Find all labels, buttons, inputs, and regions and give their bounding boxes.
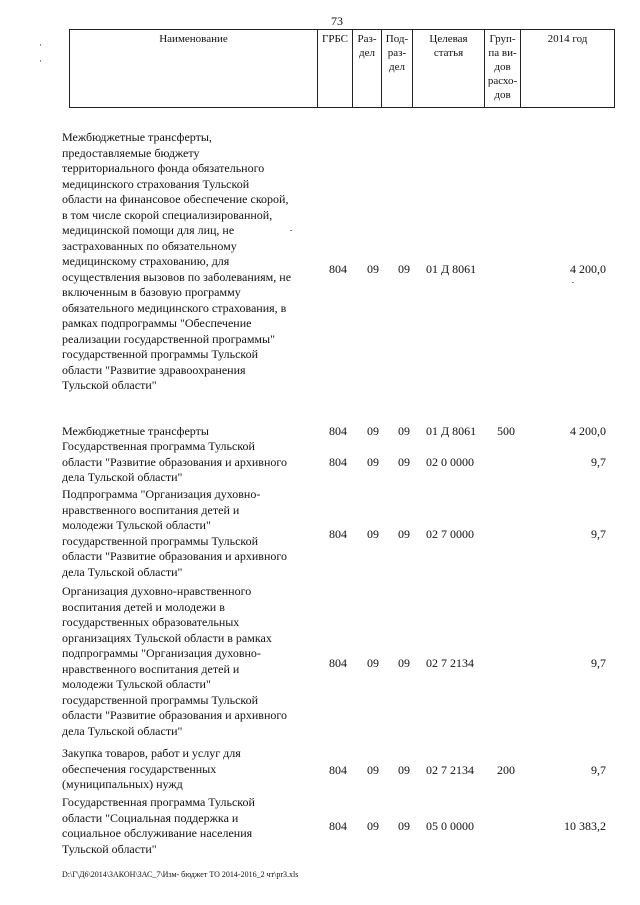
row-vid: 500 — [497, 424, 515, 438]
header-name: Наименование — [69, 29, 317, 108]
row-statya: 01 Д 8061 — [426, 424, 477, 438]
row-statya: 02 0 0000 — [426, 455, 474, 469]
row-grbs: 804 — [329, 527, 347, 541]
file-path-footer: D:\Г\Д6\2014\ЗАКОН\ЗАС_7\Изм- бюджет ТО 2014-2016_2 чт\pr3.xls — [62, 870, 299, 879]
header-statya: Целевая статья — [412, 29, 484, 108]
header-razdel: Раз- дел — [352, 29, 381, 108]
page-number: 73 — [331, 14, 343, 28]
row-vid: 200 — [497, 763, 515, 777]
row-razdel: 09 — [367, 527, 379, 541]
header-grbs: ГРБС — [317, 29, 352, 108]
header-vid: Груп- па ви- дов расхо- дов — [484, 29, 520, 108]
row-name: Подпрограмма "Организация духовно- нравственного воспитания детей и молодежи Тульской области" государственной программы Тульской области "Развитие образования и архивного дела Тульской области" — [62, 487, 288, 579]
row-razdel: 09 — [367, 656, 379, 670]
row-podrazdel: 09 — [398, 656, 410, 670]
scan-speck — [572, 282, 574, 283]
row-amount: 9,7 — [591, 527, 606, 541]
row-razdel: 09 — [367, 763, 379, 777]
row-podrazdel: 09 — [398, 262, 410, 276]
scan-speck — [40, 60, 41, 62]
row-podrazdel: 09 — [398, 763, 410, 777]
scan-speck — [40, 44, 41, 46]
row-razdel: 09 — [367, 819, 379, 833]
row-amount: 4 200,0 — [570, 262, 606, 276]
row-name: Государственная программа Тульской области "Развитие образования и архивного дела Тульской области" — [62, 439, 288, 484]
row-podrazdel: 09 — [398, 455, 410, 469]
row-name: Межбюджетные трансферты, предоставляемые бюджету территориального фонда обязательного медицинского страхования Тульской области на финансовое обеспечение скорой, в том числе скорой специализированной, медицинской помощи для лиц, не застрахованных по обязательному медицинскому страхованию, для осуществления вызовов по заболеваниям, не включенным в базовую программу обязательного медицинского страхования, в рамках подпрограммы "Обеспечение реализации государственной программы" государственной программы Тульской области "Развитие здравоохранения Тульской области" — [62, 130, 292, 392]
row-name: Организация духовно-нравственного воспитания детей и молодежи в государственных образовательных организациях Тульской области в рамках подпрограммы "Организация духовно- нравственного воспитания детей и молодежи Тульской области" государственной программы Тульской области "Развитие образования и архивного дела Тульской области" — [62, 584, 288, 738]
row-amount: 4 200,0 — [570, 424, 606, 438]
row-razdel: 09 — [367, 455, 379, 469]
row-amount: 10 383,2 — [564, 819, 606, 833]
row-razdel: 09 — [367, 424, 379, 438]
row-podrazdel: 09 — [398, 819, 410, 833]
row-amount: 9,7 — [591, 763, 606, 777]
header-podrazdel: Под- раз- дел — [381, 29, 412, 108]
row-podrazdel: 09 — [398, 527, 410, 541]
row-name: Межбюджетные трансферты — [62, 424, 209, 438]
scan-speck — [290, 230, 292, 231]
row-name: Закупка товаров, работ и услуг для обеспечения государственных (муниципальных) нужд — [62, 746, 241, 791]
row-grbs: 804 — [329, 455, 347, 469]
row-grbs: 804 — [329, 262, 347, 276]
header-year: 2014 год — [520, 29, 615, 108]
row-grbs: 804 — [329, 424, 347, 438]
row-grbs: 804 — [329, 819, 347, 833]
row-razdel: 09 — [367, 262, 379, 276]
row-statya: 02 7 2134 — [426, 763, 474, 777]
row-statya: 01 Д 8061 — [426, 262, 477, 276]
row-statya: 02 7 0000 — [426, 527, 474, 541]
row-podrazdel: 09 — [398, 424, 410, 438]
row-grbs: 804 — [329, 656, 347, 670]
row-grbs: 804 — [329, 763, 347, 777]
row-amount: 9,7 — [591, 656, 606, 670]
row-name: Государственная программа Тульской области "Социальная поддержка и социальное обслуживание населения Тульской области" — [62, 795, 255, 856]
row-amount: 9,7 — [591, 455, 606, 469]
row-statya: 02 7 2134 — [426, 656, 474, 670]
row-statya: 05 0 0000 — [426, 819, 474, 833]
